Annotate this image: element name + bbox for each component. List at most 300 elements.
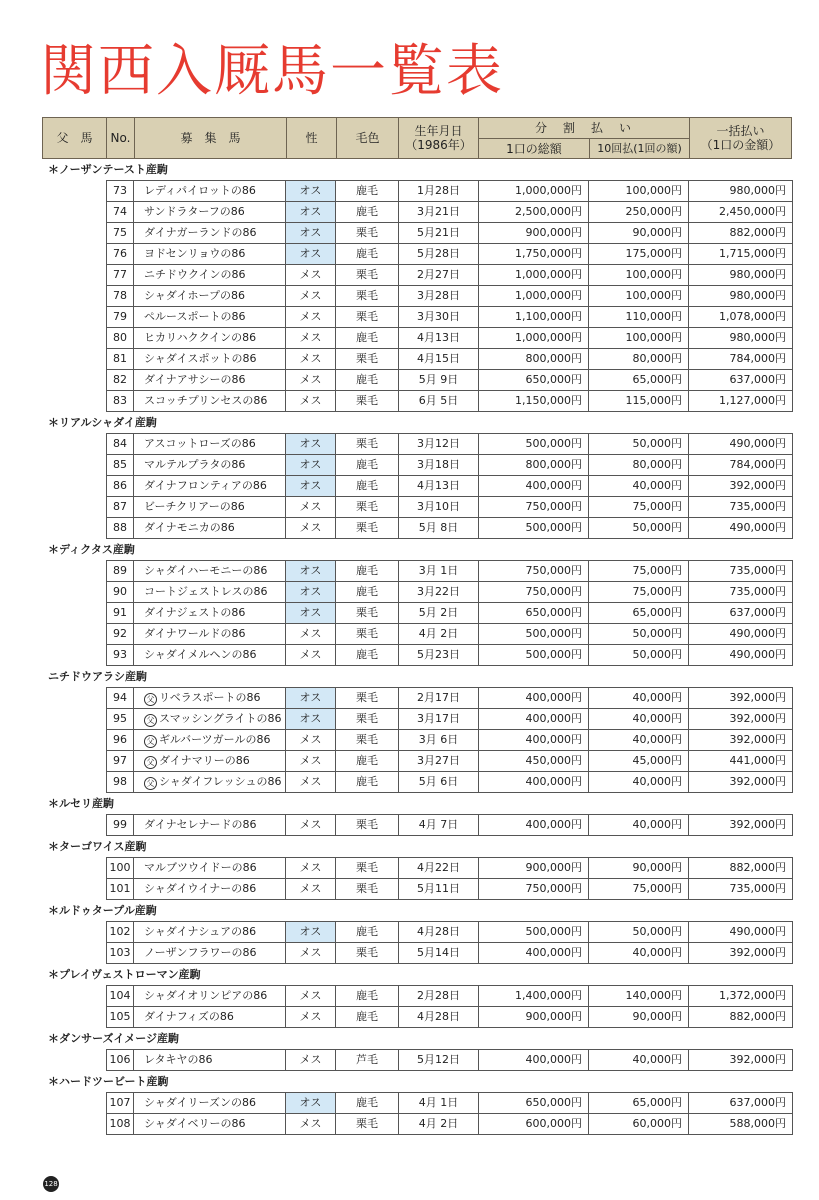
- horse-number: 91: [107, 603, 134, 623]
- horse-coat: 栗毛: [336, 434, 399, 454]
- horse-name-text: リベラスポートの86: [159, 691, 261, 704]
- horse-number: 97: [107, 751, 134, 771]
- horse-name: シャダイベリーの86: [134, 1114, 286, 1134]
- horse-coat: 鹿毛: [336, 455, 399, 475]
- price-installment: 100,000円: [589, 265, 689, 285]
- price-total: 650,000円: [479, 370, 589, 390]
- birth-date: 4月13日: [399, 328, 479, 348]
- table-header: [42, 117, 792, 159]
- price-total: 750,000円: [479, 497, 589, 517]
- horse-coat: 栗毛: [336, 223, 399, 243]
- price-installment: 60,000円: [589, 1114, 689, 1134]
- price-total: 1,400,000円: [479, 986, 589, 1006]
- price-installment: 90,000円: [589, 858, 689, 878]
- horse-number: 106: [107, 1050, 134, 1070]
- horse-number: 83: [107, 391, 134, 411]
- horse-number: 76: [107, 244, 134, 264]
- price-total: 800,000円: [479, 455, 589, 475]
- horse-name: [134, 772, 286, 792]
- horse-number: 95: [107, 709, 134, 729]
- price-lump-sum: 392,000円: [689, 772, 793, 792]
- price-lump-sum: 1,078,000円: [689, 307, 793, 327]
- birth-date: 3月21日: [399, 202, 479, 222]
- table-row: [107, 879, 793, 900]
- table-row: [107, 391, 793, 412]
- horse-sex: メス: [286, 815, 336, 835]
- horse-name-text: シャダイフレッシュの86: [159, 775, 282, 788]
- horse-coat: 栗毛: [336, 391, 399, 411]
- price-installment: 90,000円: [589, 223, 689, 243]
- birth-date: 3月18日: [399, 455, 479, 475]
- horse-coat: 鹿毛: [336, 476, 399, 496]
- table-row: [107, 223, 793, 244]
- horse-sex: メス: [286, 858, 336, 878]
- price-lump-sum: 980,000円: [689, 265, 793, 285]
- sire-group-table: [106, 1049, 793, 1071]
- horse-name: シャダイハーモニーの86: [134, 561, 286, 581]
- price-lump-sum: 882,000円: [689, 1007, 793, 1027]
- horse-coat: 栗毛: [336, 624, 399, 644]
- price-installment: 50,000円: [589, 645, 689, 665]
- price-installment: 40,000円: [589, 943, 689, 963]
- horse-number: 98: [107, 772, 134, 792]
- horse-coat: 鹿毛: [336, 772, 399, 792]
- price-installment: 80,000円: [589, 349, 689, 369]
- horse-name: ダイナフィズの86: [134, 1007, 286, 1027]
- horse-number: 99: [107, 815, 134, 835]
- horse-name: シャダイオリンピアの86: [134, 986, 286, 1006]
- horse-number: 85: [107, 455, 134, 475]
- table-row: [107, 265, 793, 286]
- price-lump-sum: 735,000円: [689, 561, 793, 581]
- horse-sex: メス: [286, 772, 336, 792]
- header-installment: 分 割 払 い: [479, 118, 690, 138]
- sire-mark-badge: 父: [144, 693, 157, 706]
- price-total: 400,000円: [479, 476, 589, 496]
- birth-date: 5月12日: [399, 1050, 479, 1070]
- horse-name: シャダイメルヘンの86: [134, 645, 286, 665]
- birth-date: 5月 8日: [399, 518, 479, 538]
- horse-number: 90: [107, 582, 134, 602]
- price-installment: 75,000円: [589, 561, 689, 581]
- birth-date: 4月28日: [399, 1007, 479, 1027]
- price-installment: 50,000円: [589, 922, 689, 942]
- header-sire: 父 馬: [43, 118, 107, 158]
- birth-date: 5月14日: [399, 943, 479, 963]
- birth-date: 5月11日: [399, 879, 479, 899]
- table-row: [107, 497, 793, 518]
- horse-name: シャダイリーズンの86: [134, 1093, 286, 1113]
- horse-name: レタキヤの86: [134, 1050, 286, 1070]
- sire-group-table: [106, 433, 793, 539]
- table-row: [107, 730, 793, 751]
- price-total: 800,000円: [479, 349, 589, 369]
- price-lump-sum: 882,000円: [689, 223, 793, 243]
- birth-date: 6月 5日: [399, 391, 479, 411]
- price-lump-sum: 1,715,000円: [689, 244, 793, 264]
- birth-date: 5月 2日: [399, 603, 479, 623]
- header-lump-label: 一括払い: [716, 124, 765, 138]
- table-row: [107, 349, 793, 370]
- birth-date: 4月 7日: [399, 815, 479, 835]
- horse-number: 101: [107, 879, 134, 899]
- birth-date: 3月17日: [399, 709, 479, 729]
- horse-name: サンドラターフの86: [134, 202, 286, 222]
- horse-sex: オス: [286, 181, 336, 201]
- price-lump-sum: 980,000円: [689, 328, 793, 348]
- price-installment: 40,000円: [589, 730, 689, 750]
- table-row: [107, 986, 793, 1007]
- horse-number: 81: [107, 349, 134, 369]
- horse-number: 78: [107, 286, 134, 306]
- horse-name: シャダイホープの86: [134, 286, 286, 306]
- table-row: [107, 1093, 793, 1114]
- birth-date: 3月12日: [399, 434, 479, 454]
- horse-sex: オス: [286, 561, 336, 581]
- horse-coat: 栗毛: [336, 349, 399, 369]
- sire-group-label: ＊ターゴワイス産駒: [48, 840, 147, 853]
- horse-sex: オス: [286, 476, 336, 496]
- horse-coat: 栗毛: [336, 265, 399, 285]
- horse-sex: メス: [286, 370, 336, 390]
- horse-coat: 栗毛: [336, 307, 399, 327]
- horse-number: 107: [107, 1093, 134, 1113]
- table-row: [107, 286, 793, 307]
- table-row: [107, 181, 793, 202]
- table-row: [107, 434, 793, 455]
- horse-coat: 栗毛: [336, 518, 399, 538]
- header-lump-sub: （1口の金額）: [700, 138, 781, 152]
- price-total: 400,000円: [479, 730, 589, 750]
- horse-coat: 栗毛: [336, 730, 399, 750]
- price-total: 400,000円: [479, 1050, 589, 1070]
- price-installment: 75,000円: [589, 497, 689, 517]
- horse-name: ダイナフロンティアの86: [134, 476, 286, 496]
- price-total: 600,000円: [479, 1114, 589, 1134]
- horse-number: 96: [107, 730, 134, 750]
- price-total: 900,000円: [479, 223, 589, 243]
- price-lump-sum: 735,000円: [689, 879, 793, 899]
- table-row: [107, 202, 793, 223]
- table-row: [107, 688, 793, 709]
- horse-sex: オス: [286, 244, 336, 264]
- price-total: 400,000円: [479, 709, 589, 729]
- horse-number: 82: [107, 370, 134, 390]
- price-lump-sum: 392,000円: [689, 1050, 793, 1070]
- horse-sex: オス: [286, 582, 336, 602]
- table-row: [107, 244, 793, 265]
- sections: [42, 160, 792, 1135]
- table-row: [107, 645, 793, 666]
- horse-number: 73: [107, 181, 134, 201]
- horse-coat: 鹿毛: [336, 202, 399, 222]
- horse-number: 79: [107, 307, 134, 327]
- price-installment: 100,000円: [589, 181, 689, 201]
- birth-date: 3月28日: [399, 286, 479, 306]
- price-lump-sum: 980,000円: [689, 181, 793, 201]
- horse-name-text: スマッシングライトの86: [159, 712, 282, 725]
- horse-coat: 栗毛: [336, 815, 399, 835]
- horse-list-sheet: [42, 117, 792, 1135]
- table-row: [107, 772, 793, 793]
- birth-date: 2月28日: [399, 986, 479, 1006]
- horse-name: ビーチクリアーの86: [134, 497, 286, 517]
- horse-number: 108: [107, 1114, 134, 1134]
- price-installment: 40,000円: [589, 815, 689, 835]
- horse-name: マルテルプラタの86: [134, 455, 286, 475]
- horse-name: シャダイスポットの86: [134, 349, 286, 369]
- horse-number: 75: [107, 223, 134, 243]
- sire-mark-badge: 父: [144, 756, 157, 769]
- birth-date: 5月28日: [399, 244, 479, 264]
- price-lump-sum: 735,000円: [689, 497, 793, 517]
- price-lump-sum: 490,000円: [689, 922, 793, 942]
- price-total: 450,000円: [479, 751, 589, 771]
- horse-name: ダイナアサシーの86: [134, 370, 286, 390]
- header-sex: 性: [287, 118, 337, 158]
- birth-date: 3月30日: [399, 307, 479, 327]
- price-installment: 80,000円: [589, 455, 689, 475]
- sire-mark-badge: 父: [144, 714, 157, 727]
- sire-group-label: ＊ディクタス産駒: [48, 543, 135, 556]
- price-total: 400,000円: [479, 815, 589, 835]
- price-total: 500,000円: [479, 922, 589, 942]
- horse-coat: 鹿毛: [336, 582, 399, 602]
- horse-name: レディパイロットの86: [134, 181, 286, 201]
- horse-sex: メス: [286, 265, 336, 285]
- price-lump-sum: 588,000円: [689, 1114, 793, 1134]
- price-lump-sum: 392,000円: [689, 688, 793, 708]
- horse-sex: メス: [286, 518, 336, 538]
- sire-group-table: [106, 1092, 793, 1135]
- horse-sex: メス: [286, 751, 336, 771]
- horse-sex: メス: [286, 943, 336, 963]
- price-total: 750,000円: [479, 561, 589, 581]
- horse-name: ダイナジェストの86: [134, 603, 286, 623]
- price-lump-sum: 1,127,000円: [689, 391, 793, 411]
- horse-name: ノーザンフラワーの86: [134, 943, 286, 963]
- horse-name: スコッチプリンセスの86: [134, 391, 286, 411]
- horse-number: 87: [107, 497, 134, 517]
- price-installment: 100,000円: [589, 286, 689, 306]
- horse-coat: 鹿毛: [336, 922, 399, 942]
- page-number: 128: [43, 1176, 59, 1192]
- birth-date: 5月 9日: [399, 370, 479, 390]
- price-lump-sum: 1,372,000円: [689, 986, 793, 1006]
- sire-group-table: [106, 814, 793, 836]
- horse-coat: 栗毛: [336, 858, 399, 878]
- table-row: [107, 922, 793, 943]
- price-installment: 110,000円: [589, 307, 689, 327]
- horse-name: ダイナガーランドの86: [134, 223, 286, 243]
- horse-sex: メス: [286, 307, 336, 327]
- price-installment: 115,000円: [589, 391, 689, 411]
- sire-group-label: ＊ダンサーズイメージ産駒: [48, 1032, 180, 1045]
- table-row: [107, 709, 793, 730]
- horse-sex: メス: [286, 328, 336, 348]
- horse-sex: メス: [286, 497, 336, 517]
- horse-number: 93: [107, 645, 134, 665]
- birth-date: 3月10日: [399, 497, 479, 517]
- horse-sex: メス: [286, 879, 336, 899]
- price-total: 900,000円: [479, 858, 589, 878]
- horse-sex: メス: [286, 730, 336, 750]
- table-row: [107, 624, 793, 645]
- price-lump-sum: 784,000円: [689, 455, 793, 475]
- price-installment: 140,000円: [589, 986, 689, 1006]
- table-row: [107, 751, 793, 772]
- horse-name: [134, 730, 286, 750]
- horse-name: ダイナセレナードの86: [134, 815, 286, 835]
- horse-coat: 栗毛: [336, 709, 399, 729]
- horse-number: 105: [107, 1007, 134, 1027]
- horse-sex: オス: [286, 709, 336, 729]
- birth-date: 5月23日: [399, 645, 479, 665]
- price-installment: 40,000円: [589, 688, 689, 708]
- table-row: [107, 328, 793, 349]
- horse-sex: メス: [286, 1114, 336, 1134]
- horse-number: 74: [107, 202, 134, 222]
- horse-number: 89: [107, 561, 134, 581]
- sire-group-label: ＊ルドゥタープル産駒: [48, 904, 157, 917]
- horse-coat: 鹿毛: [336, 751, 399, 771]
- birth-date: 5月21日: [399, 223, 479, 243]
- birth-date: 3月 6日: [399, 730, 479, 750]
- birth-date: 5月 6日: [399, 772, 479, 792]
- table-row: [107, 603, 793, 624]
- table-row: [107, 370, 793, 391]
- price-total: 2,500,000円: [479, 202, 589, 222]
- horse-coat: 栗毛: [336, 497, 399, 517]
- horse-coat: 芦毛: [336, 1050, 399, 1070]
- sire-group-label: ＊ノーザンテースト産駒: [48, 163, 168, 176]
- price-lump-sum: 735,000円: [689, 582, 793, 602]
- price-lump-sum: 392,000円: [689, 943, 793, 963]
- horse-name: シャダイウイナーの86: [134, 879, 286, 899]
- horse-sex: オス: [286, 1093, 336, 1113]
- horse-number: 104: [107, 986, 134, 1006]
- price-installment: 75,000円: [589, 582, 689, 602]
- horse-coat: 栗毛: [336, 286, 399, 306]
- price-installment: 40,000円: [589, 772, 689, 792]
- horse-sex: メス: [286, 1007, 336, 1027]
- table-row: [107, 815, 793, 836]
- price-installment: 45,000円: [589, 751, 689, 771]
- horse-number: 84: [107, 434, 134, 454]
- price-lump-sum: 980,000円: [689, 286, 793, 306]
- price-lump-sum: 441,000円: [689, 751, 793, 771]
- price-total: 400,000円: [479, 943, 589, 963]
- price-total: 650,000円: [479, 1093, 589, 1113]
- birth-date: 3月 1日: [399, 561, 479, 581]
- price-installment: 250,000円: [589, 202, 689, 222]
- header-ten: 10回払(1回の額): [590, 138, 690, 158]
- sire-group-table: [106, 560, 793, 666]
- price-lump-sum: 637,000円: [689, 1093, 793, 1113]
- horse-sex: メス: [286, 645, 336, 665]
- price-installment: 50,000円: [589, 518, 689, 538]
- horse-sex: オス: [286, 434, 336, 454]
- horse-coat: 鹿毛: [336, 645, 399, 665]
- price-lump-sum: 392,000円: [689, 730, 793, 750]
- horse-name: ニチドウクインの86: [134, 265, 286, 285]
- birth-date: 4月22日: [399, 858, 479, 878]
- price-total: 500,000円: [479, 434, 589, 454]
- horse-name: [134, 688, 286, 708]
- price-lump-sum: 637,000円: [689, 370, 793, 390]
- horse-coat: 鹿毛: [336, 328, 399, 348]
- price-lump-sum: 784,000円: [689, 349, 793, 369]
- horse-number: 92: [107, 624, 134, 644]
- price-lump-sum: 392,000円: [689, 709, 793, 729]
- price-lump-sum: 490,000円: [689, 624, 793, 644]
- birth-date: 2月27日: [399, 265, 479, 285]
- price-total: 750,000円: [479, 879, 589, 899]
- birth-date: 4月28日: [399, 922, 479, 942]
- price-total: 400,000円: [479, 688, 589, 708]
- horse-coat: 鹿毛: [336, 1007, 399, 1027]
- horse-number: 100: [107, 858, 134, 878]
- table-row: [107, 582, 793, 603]
- sire-group-label: ＊ルセリ産駒: [48, 797, 114, 810]
- sire-group-table: [106, 921, 793, 964]
- sire-group-table: [106, 687, 793, 793]
- header-birth-label: 生年月日: [414, 124, 463, 138]
- price-installment: 175,000円: [589, 244, 689, 264]
- horse-coat: 栗毛: [336, 1114, 399, 1134]
- table-row: [107, 1114, 793, 1135]
- horse-coat: 鹿毛: [336, 986, 399, 1006]
- horse-name: ダイナワールドの86: [134, 624, 286, 644]
- horse-name-text: ダイナマリーの86: [159, 754, 250, 767]
- horse-name: アスコットローズの86: [134, 434, 286, 454]
- price-installment: 90,000円: [589, 1007, 689, 1027]
- horse-sex: メス: [286, 391, 336, 411]
- table-row: [107, 943, 793, 964]
- horse-name: ヨドセンリョウの86: [134, 244, 286, 264]
- header-coat: 毛色: [337, 118, 399, 158]
- price-installment: 50,000円: [589, 434, 689, 454]
- header-birth-year: （1986年）: [405, 138, 472, 152]
- sire-group-label: ＊リアルシャダイ産駒: [48, 416, 157, 429]
- horse-name: ペルースポートの86: [134, 307, 286, 327]
- table-row: [107, 307, 793, 328]
- price-total: 1,150,000円: [479, 391, 589, 411]
- table-row: [107, 476, 793, 497]
- birth-date: 4月15日: [399, 349, 479, 369]
- sire-group-label: ＊プレイヴェストローマン産駒: [48, 968, 201, 981]
- sire-group-table: [106, 857, 793, 900]
- header-horse: 募 集 馬: [135, 118, 287, 158]
- horse-sex: メス: [286, 349, 336, 369]
- birth-date: 3月22日: [399, 582, 479, 602]
- price-installment: 65,000円: [589, 370, 689, 390]
- horse-coat: 栗毛: [336, 603, 399, 623]
- horse-name: ダイナモニカの86: [134, 518, 286, 538]
- horse-number: 86: [107, 476, 134, 496]
- horse-name: シャダイナシュアの86: [134, 922, 286, 942]
- horse-sex: メス: [286, 986, 336, 1006]
- sire-group-table: [106, 180, 793, 412]
- sire-group-label: ニチドウアラシ産駒: [48, 670, 147, 683]
- horse-sex: オス: [286, 223, 336, 243]
- price-total: 750,000円: [479, 582, 589, 602]
- price-total: 1,000,000円: [479, 181, 589, 201]
- horse-sex: オス: [286, 688, 336, 708]
- price-total: 1,000,000円: [479, 265, 589, 285]
- horse-sex: オス: [286, 922, 336, 942]
- price-installment: 40,000円: [589, 709, 689, 729]
